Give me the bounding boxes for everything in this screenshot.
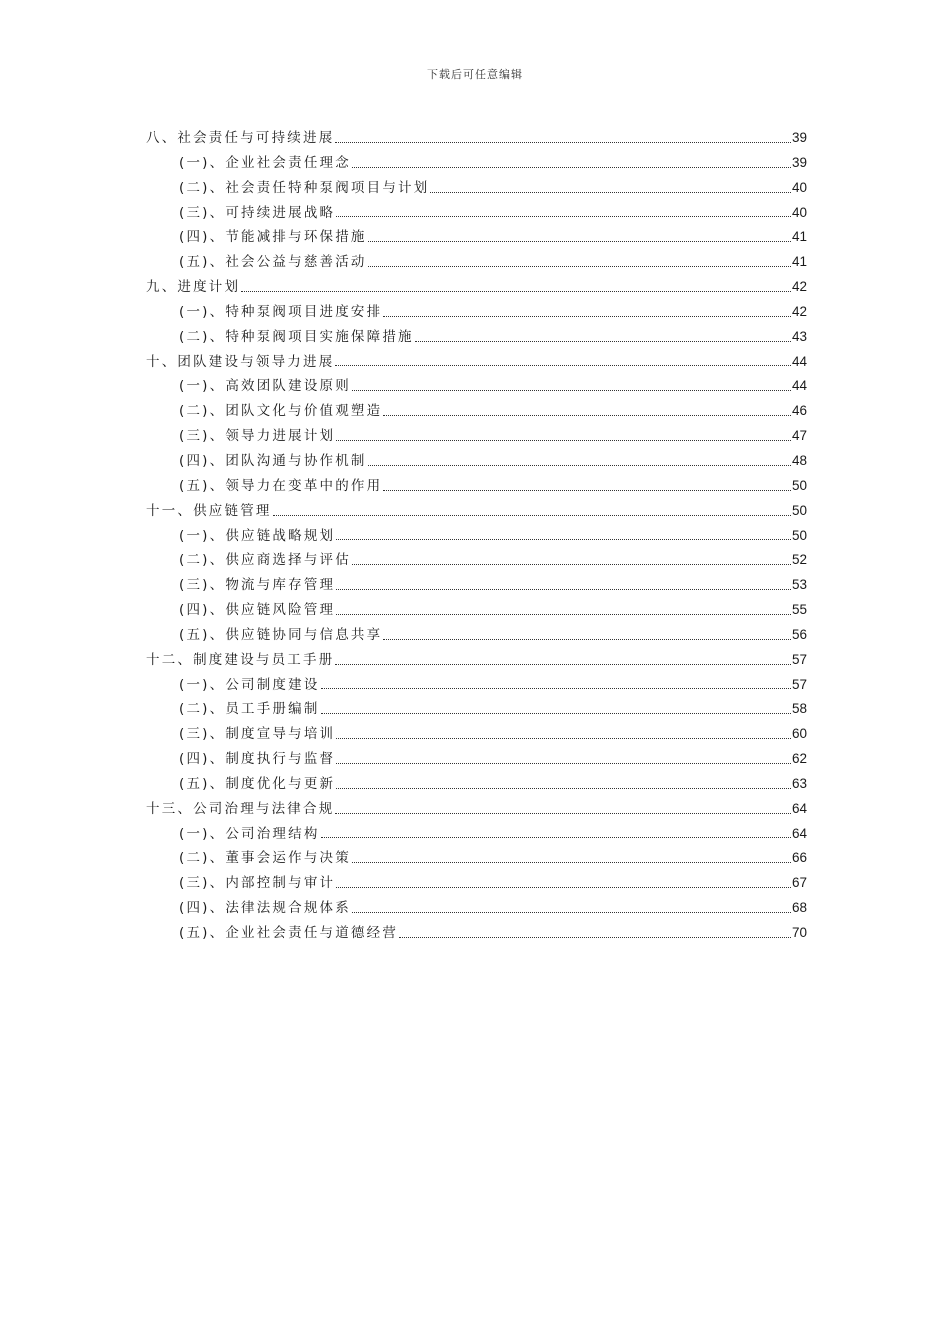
toc-section-entry[interactable] [146, 449, 807, 474]
toc-page-number: 64 [791, 825, 807, 841]
toc-dot-leader [321, 688, 791, 689]
toc-chapter-entry[interactable] [146, 648, 807, 673]
toc-dot-leader [335, 365, 791, 366]
toc-entry-title: (一)、公司制度建设 [179, 676, 320, 693]
toc-page-number: 39 [791, 130, 807, 145]
toc-entry-title: 十、团队建设与领导力进展 [146, 353, 335, 370]
toc-section-entry[interactable] [146, 598, 807, 623]
page-header: 下载后可任意编辑 [427, 68, 523, 81]
toc-page-number: 44 [791, 378, 807, 394]
toc-entry-title: (三)、内部控制与审计 [179, 875, 336, 892]
toc-entry-title: (二)、特种泵阀项目实施保障措施 [179, 328, 414, 345]
toc-section-entry[interactable] [146, 524, 807, 549]
toc-page-number: 60 [791, 726, 807, 742]
toc-entry-title: (五)、供应链协同与信息共享 [179, 626, 383, 643]
toc-dot-leader [368, 266, 791, 267]
toc-page-number: 39 [791, 154, 807, 170]
toc-dot-leader [336, 887, 791, 888]
toc-section-entry[interactable] [146, 896, 807, 921]
toc-page-number: 44 [791, 353, 807, 369]
toc-entry-title: (一)、高效团队建设原则 [179, 378, 351, 395]
toc-dot-leader [336, 614, 791, 615]
toc-dot-leader [368, 465, 791, 466]
toc-entry-title: (三)、物流与库存管理 [179, 577, 336, 594]
toc-section-entry[interactable] [146, 697, 807, 722]
toc-page-number: 68 [791, 900, 807, 916]
toc-dot-leader [335, 664, 791, 665]
toc-entry-title: (一)、公司治理结构 [179, 825, 320, 842]
toc-entry-title: 十一、供应链管理 [146, 502, 272, 519]
toc-page-number: 50 [791, 502, 807, 518]
toc-dot-leader [336, 589, 791, 590]
toc-dot-leader [383, 316, 791, 317]
toc-page-number: 63 [791, 775, 807, 791]
toc-page-number: 64 [791, 800, 807, 816]
toc-dot-leader [335, 813, 791, 814]
table-of-contents [146, 126, 807, 946]
toc-section-entry[interactable] [146, 921, 807, 946]
toc-dot-leader [336, 440, 791, 441]
toc-entry-title: (四)、团队沟通与协作机制 [179, 452, 367, 469]
toc-section-entry[interactable] [146, 772, 807, 797]
toc-entry-title: (四)、供应链风险管理 [179, 602, 336, 619]
toc-dot-leader [430, 192, 791, 193]
toc-dot-leader [335, 142, 791, 143]
toc-page-number: 66 [791, 850, 807, 866]
toc-dot-leader [352, 390, 791, 391]
toc-dot-leader [336, 788, 791, 789]
toc-dot-leader [352, 564, 791, 565]
toc-entry-title: (四)、制度执行与监督 [179, 751, 336, 768]
toc-page-number: 57 [791, 651, 807, 667]
toc-section-entry[interactable] [146, 474, 807, 499]
toc-page-number: 57 [791, 676, 807, 692]
toc-entry-title: (一)、特种泵阀项目进度安排 [179, 303, 383, 320]
toc-entry-title: (二)、社会责任特种泵阀项目与计划 [179, 179, 430, 196]
toc-entry-title: (三)、可持续进展战略 [179, 204, 336, 221]
toc-section-entry[interactable] [146, 300, 807, 325]
toc-section-entry[interactable] [146, 225, 807, 250]
toc-entry-title: (五)、社会公益与慈善活动 [179, 254, 367, 271]
toc-chapter-entry[interactable] [146, 499, 807, 524]
toc-section-entry[interactable] [146, 822, 807, 847]
toc-chapter-entry[interactable] [146, 797, 807, 822]
toc-chapter-entry[interactable] [146, 275, 807, 300]
toc-page-number: 48 [791, 452, 807, 468]
toc-entry-title: 十三、公司治理与法律合规 [146, 800, 335, 817]
toc-entry-title: (四)、节能减排与环保措施 [179, 229, 367, 246]
toc-entry-title: (五)、企业社会责任与道德经营 [179, 925, 399, 941]
toc-page-number: 53 [791, 577, 807, 593]
toc-page-number: 41 [791, 229, 807, 245]
toc-page-number: 50 [791, 527, 807, 543]
toc-section-entry[interactable] [146, 673, 807, 698]
toc-chapter-entry[interactable] [146, 126, 807, 151]
toc-section-entry[interactable] [146, 623, 807, 648]
toc-entry-title: (二)、供应商选择与评估 [179, 552, 351, 569]
toc-chapter-entry[interactable] [146, 350, 807, 375]
toc-section-entry[interactable] [146, 176, 807, 201]
toc-entry-title: (五)、领导力在变革中的作用 [179, 477, 383, 494]
toc-entry-title: (三)、制度宣导与培训 [179, 726, 336, 743]
toc-dot-leader [336, 763, 791, 764]
toc-page-number: 50 [791, 477, 807, 493]
toc-page-number: 62 [791, 751, 807, 767]
toc-page-number: 58 [791, 701, 807, 717]
toc-dot-leader [352, 862, 791, 863]
toc-section-entry[interactable] [146, 151, 807, 176]
toc-dot-leader [383, 639, 791, 640]
toc-page-number: 47 [791, 428, 807, 444]
toc-dot-leader [415, 341, 791, 342]
toc-page-number: 43 [791, 328, 807, 344]
toc-section-entry[interactable] [146, 399, 807, 424]
toc-entry-title: (二)、员工手册编制 [179, 701, 320, 718]
toc-dot-leader [241, 291, 791, 292]
toc-section-entry[interactable] [146, 424, 807, 449]
toc-section-entry[interactable] [146, 201, 807, 226]
toc-dot-leader [399, 937, 791, 938]
toc-dot-leader [368, 241, 791, 242]
toc-entry-title: 八、社会责任与可持续进展 [146, 130, 335, 146]
toc-page-number: 52 [791, 552, 807, 568]
toc-dot-leader [383, 490, 791, 491]
toc-page-number: 56 [791, 626, 807, 642]
toc-section-entry[interactable] [146, 871, 807, 896]
toc-page-number: 70 [791, 925, 807, 940]
toc-section-entry[interactable] [146, 548, 807, 573]
toc-dot-leader [321, 713, 791, 714]
toc-entry-title: (三)、领导力进展计划 [179, 428, 336, 445]
toc-dot-leader [352, 912, 791, 913]
toc-page-number: 42 [791, 279, 807, 295]
toc-dot-leader [336, 738, 791, 739]
toc-entry-title: (四)、法律法规合规体系 [179, 900, 351, 917]
toc-page-number: 42 [791, 303, 807, 319]
toc-entry-title: (二)、董事会运作与决策 [179, 850, 351, 867]
toc-entry-title: (五)、制度优化与更新 [179, 775, 336, 792]
toc-dot-leader [352, 167, 791, 168]
toc-entry-title: 九、进度计划 [146, 279, 241, 296]
toc-dot-leader [321, 837, 791, 838]
toc-dot-leader [383, 415, 791, 416]
toc-page-number: 46 [791, 403, 807, 419]
toc-section-entry[interactable] [146, 325, 807, 350]
toc-page-number: 40 [791, 179, 807, 195]
toc-page-number: 40 [791, 204, 807, 220]
toc-section-entry[interactable] [146, 747, 807, 772]
toc-dot-leader [336, 539, 791, 540]
toc-entry-title: (一)、供应链战略规划 [179, 527, 336, 544]
toc-page-number: 41 [791, 254, 807, 270]
toc-page-number: 67 [791, 875, 807, 891]
toc-section-entry[interactable] [146, 374, 807, 399]
toc-section-entry[interactable] [146, 573, 807, 598]
toc-entry-title: 十二、制度建设与员工手册 [146, 651, 335, 668]
toc-dot-leader [273, 515, 791, 516]
toc-section-entry[interactable] [146, 250, 807, 275]
toc-section-entry[interactable] [146, 846, 807, 871]
toc-entry-title: (二)、团队文化与价值观塑造 [179, 403, 383, 420]
toc-section-entry[interactable] [146, 722, 807, 747]
toc-dot-leader [336, 216, 791, 217]
toc-page-number: 55 [791, 602, 807, 618]
toc-entry-title: (一)、企业社会责任理念 [179, 154, 351, 171]
